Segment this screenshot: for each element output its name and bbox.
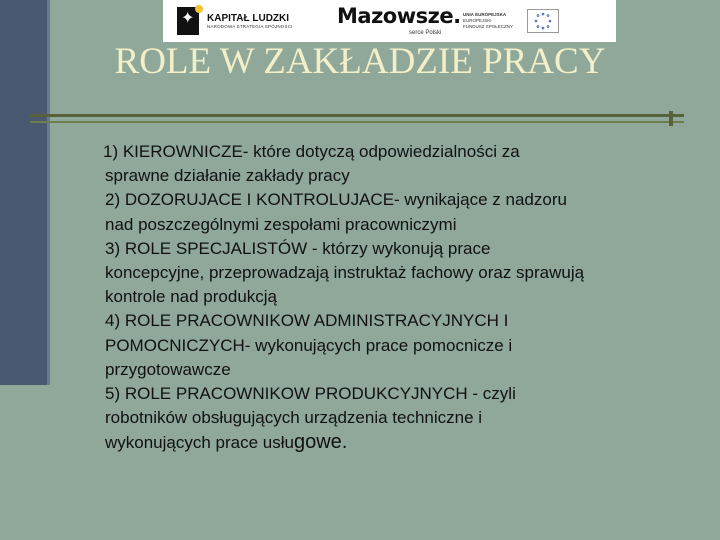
body-line: robotników obsługujących urządzenia techniczne i — [105, 408, 483, 428]
mazowsze-logo — [313, 0, 463, 42]
mazowsze-subtitle: serce Polski — [409, 30, 442, 36]
body-line: nad poszczególnymi zespołami pracowniczymi — [105, 214, 457, 234]
slide-title: ROLE W ZAKŁADZIE PRACY — [114, 41, 606, 82]
logo-strip — [163, 0, 616, 42]
mazowsze-title: Mazowsze. — [337, 4, 461, 28]
body-line: 5) ROLE PRACOWNIKOW PRODUKCYJNYCH - czyli — [105, 384, 516, 404]
eu-line-3: FUNDUSZ SPOŁECZNY — [463, 24, 514, 29]
kapital-ludzki-title: KAPITAŁ LUDZKI — [207, 12, 290, 24]
body-last-start: wykonujących prace usłu — [105, 433, 294, 453]
title-rule-tick — [669, 111, 673, 126]
kapital-ludzki-subtitle: NARODOWA STRATEGIA SPÓJNOŚCI — [207, 23, 293, 29]
body-line: przygotowawcze — [105, 359, 231, 379]
body-line: sprawne działanie zakłady pracy — [105, 166, 350, 186]
body-line-last — [105, 430, 695, 455]
eu-flag-icon — [527, 9, 559, 33]
body-line: kontrole nad produkcją — [105, 287, 278, 307]
body-last-end: gowe. — [293, 431, 348, 454]
body-line: 1) KIEROWNICZE- które dotyczą odpowiedzialności za — [103, 142, 520, 161]
slide-body — [105, 140, 695, 456]
body-line: 2) DOZORUJACE I KONTROLUJACE- wynikające z nadzoru — [105, 190, 567, 210]
kapital-ludzki-emblem-icon: ✦ — [177, 5, 203, 37]
body-line: POMOCNICZYCH- wykonujących prace pomocnicze i — [105, 335, 513, 355]
eu-logo — [463, 9, 616, 33]
eu-line-1: UNIA EUROPEJSKA — [463, 12, 507, 17]
body-line: koncepcyjne, przeprowadzają instruktaż fachowy oraz sprawują — [105, 263, 585, 283]
title-rule-bottom — [30, 121, 684, 123]
title-rule-top — [30, 114, 684, 117]
body-line: 3) ROLE SPECJALISTÓW - którzy wykonują prace — [105, 238, 491, 258]
eu-line-2: EUROPEJSKI — [463, 18, 492, 23]
kapital-ludzki-logo — [163, 5, 313, 37]
body-line: 4) ROLE PRACOWNIKOW ADMINISTRACYJNYCH I — [105, 311, 509, 331]
